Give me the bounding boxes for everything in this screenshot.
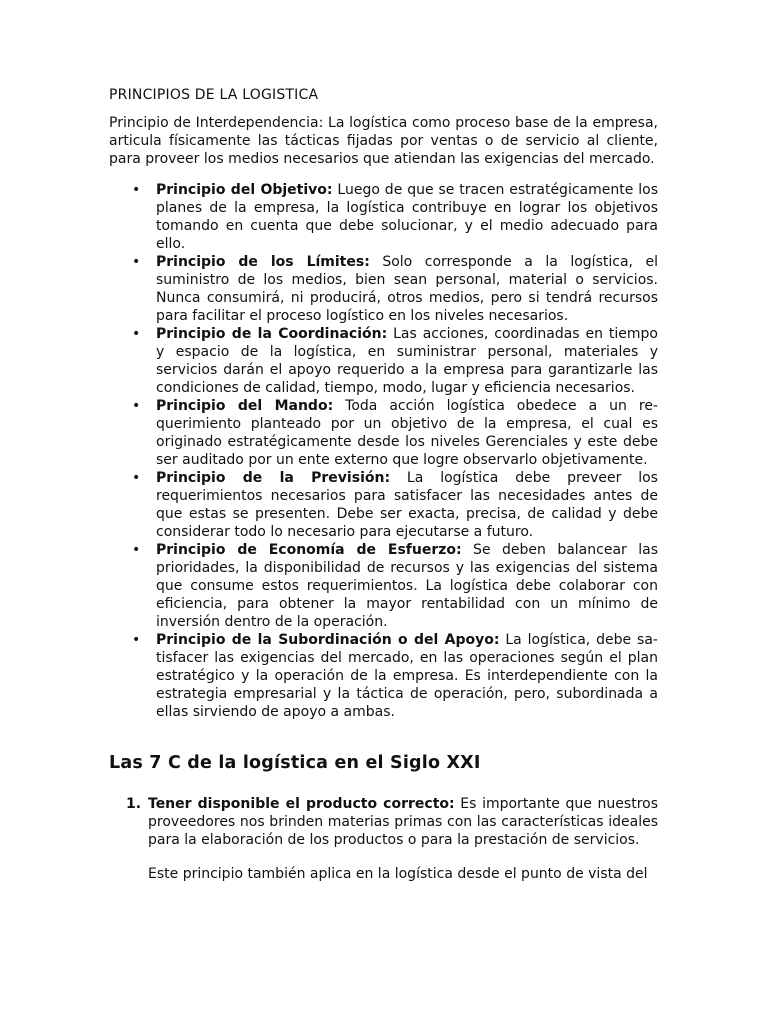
section-heading: Las 7 C de la logística en el Siglo XXI: [109, 753, 481, 773]
principle-title: Principio del Objetivo:: [156, 182, 333, 198]
principle-title: Principio de la Coordinación:: [156, 326, 388, 342]
bullet-icon: •: [132, 632, 141, 648]
intro-paragraph: Principio de Interdependencia: La logística como proceso base de la empresa, articula físicamente las tácticas fijadas por ventas o de servicio al cliente, para proveer los medios necesarios que atiendan las exigencias del mercado.: [109, 115, 658, 167]
principle-text: La logística, debe sa-tisfacer las exigencias del mercado, en las operaciones según el plan estratégico y la operación de la empresa. Es interdependiente con la estrategia empresarial y la táctica de operación, pero, subordinada a ellas sirviendo de apoyo a ambas.: [156, 632, 658, 720]
document-title: PRINCIPIOS DE LA LOGISTICA: [109, 87, 319, 103]
list-number: 1.: [126, 796, 142, 812]
principle-text: Toda acción logística obedece a un re-querimiento planteado por un objetivo de la empresa, el cual es originado estratégicamente desde los niveles Gerenciales y este debe ser auditado por un ente externo que logre observarlo objetivamente.: [156, 398, 658, 468]
list-item: [109, 181, 658, 253]
bullet-icon: •: [132, 470, 141, 486]
document-page: [109, 86, 658, 883]
principle-title: Principio del Mando:: [156, 398, 334, 414]
bullet-icon: •: [132, 182, 141, 198]
list-item: [109, 631, 658, 721]
principle-text: Solo corresponde a la logística, el suministro de los medios, bien sean personal, material o servicios. Nunca consumirá, ni producirá, otros medios, pero si tendrá recursos para facilitar el proceso logístico en los niveles necesarios.: [156, 254, 658, 324]
item-text: Es importante que nuestros proveedores nos brinden materias primas con las características ideales para la elaboración de los productos o para la prestación de servicios.: [148, 796, 658, 848]
item-continuation: Este principio también aplica en la logística desde el punto de vista del: [148, 866, 648, 882]
principle-title: Principio de Economía de Esfuerzo:: [156, 542, 462, 558]
item-title: Tener disponible el producto correcto:: [148, 796, 455, 812]
bullet-icon: •: [132, 254, 141, 270]
principle-title: Principio de los Límites:: [156, 254, 370, 270]
item-paragraph: [148, 795, 658, 849]
list-item: [109, 541, 658, 631]
list-item: [109, 469, 658, 541]
list-item: [109, 325, 658, 397]
bullet-icon: •: [132, 542, 141, 558]
principle-text: La logística debe preveer los requerimientos necesarios para satisfacer las necesidades antes de que estas se presenten. Debe ser exacta, precisa, de calidad y debe considerar todo lo necesario para ejecutarse a futuro.: [156, 470, 658, 540]
list-item: [109, 795, 658, 883]
principle-text: Luego de que se tracen estratégicamente los planes de la empresa, la logística contribuye en lograr los objetivos tomando en cuenta que debe solucionar, y el medio adecuado para ello.: [156, 182, 658, 252]
principles-list: [109, 181, 658, 721]
numbered-list: [109, 795, 658, 883]
list-item: [109, 397, 658, 469]
principle-text: Se deben balancear las prioridades, la disponibilidad de recursos y las exigencias del sistema que consume estos requerimientos. La logística debe colaborar con eficiencia, para obtener la mayor rentabilidad con un mínimo de inversión dentro de la operación.: [156, 542, 658, 630]
principle-title: Principio de la Previsión:: [156, 470, 391, 486]
bullet-icon: •: [132, 398, 141, 414]
principle-text: Las acciones, coordinadas en tiempo y espacio de la logística, en suministrar personal, materiales y servicios darán el apoyo requerido a la empresa para garantizarle las condiciones de calidad, tiempo, modo, lugar y eficiencia necesarios.: [156, 326, 658, 396]
list-item: [109, 253, 658, 325]
bullet-icon: •: [132, 326, 141, 342]
principle-title: Principio de la Subordinación o del Apoyo:: [156, 632, 500, 648]
